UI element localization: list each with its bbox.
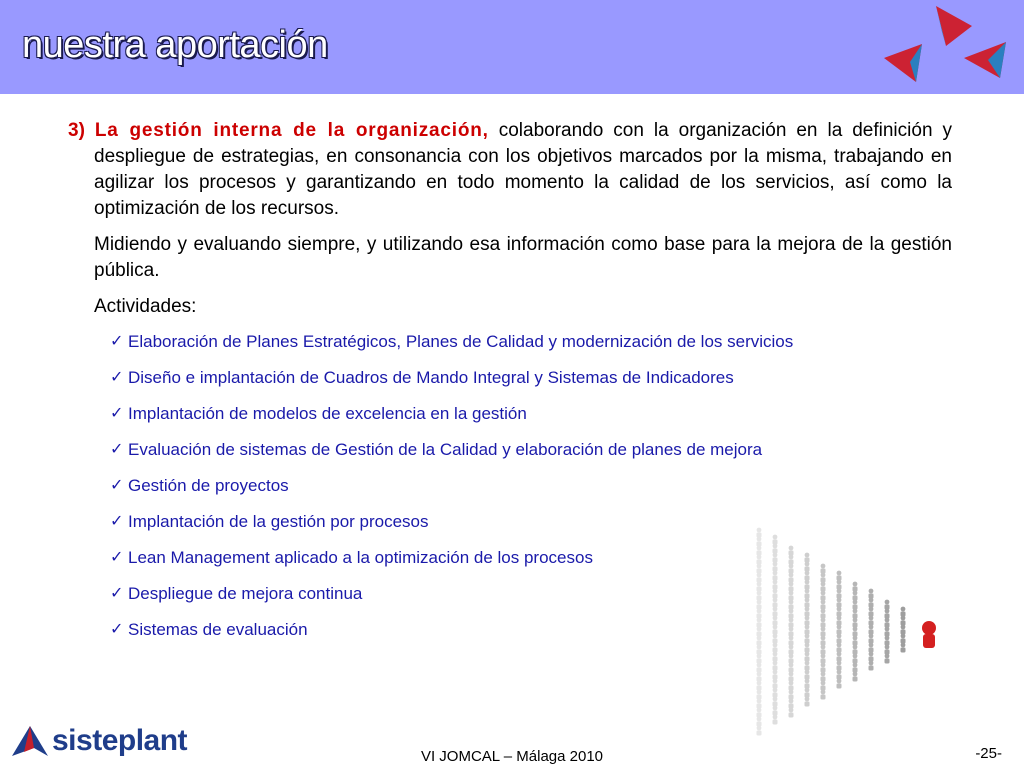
check-mark-icon: ✓ [110,405,124,422]
item-number: 3) [68,120,85,141]
activity-text: Diseño e implantación de Cuadros de Mando Integral y Sistemas de Indicadores [128,368,734,387]
check-mark-icon: ✓ [110,369,124,386]
page-number: -25- [975,745,1002,762]
activity-item [110,402,952,426]
check-mark-icon: ✓ [110,549,124,566]
paragraph-2: Midiendo y evaluando siempre, y utilizando esa información como base para la mejora de la gestión pública. [94,234,952,281]
footer-event-text: VI JOMCAL – Málaga 2010 [420,748,604,765]
logo-text: sisteplant [52,724,188,757]
activity-text: Elaboración de Planes Estratégicos, Planes de Calidad y modernización de los servicios [128,332,794,351]
arrow-of-figures-illustration [745,500,985,740]
activity-text: Sistemas de evaluación [128,620,308,639]
activity-item [110,438,952,462]
red-leader-figure [922,621,936,635]
check-mark-icon: ✓ [110,621,124,638]
activity-text: Implantación de la gestión por procesos [128,512,429,531]
lead-text: La gestión interna de la organización, [94,120,489,141]
activity-text: Gestión de proyectos [128,476,289,495]
activities-title: Actividades: [94,296,197,317]
triangle-arrows-icon [876,4,1016,90]
activity-text: Evaluación de sistemas de Gestión de la Calidad y elaboración de planes de mejora [128,440,763,459]
activity-text: Lean Management aplicado a la optimización de los procesos [128,548,593,567]
check-mark-icon: ✓ [110,513,124,530]
activity-item [110,474,952,498]
activity-item [110,330,952,354]
check-mark-icon: ✓ [110,441,124,458]
check-mark-icon: ✓ [110,333,124,350]
paragraph-gestion-interna [68,118,952,222]
activity-item [110,366,952,390]
activity-text: Despliegue de mejora continua [128,584,363,603]
page-title: nuestra aportación [22,24,328,66]
activity-text: Implantación de modelos de excelencia en la gestión [128,404,527,423]
check-mark-icon: ✓ [110,585,124,602]
paragraph-1-text: colaborando con la organización en la definición y despliegue de estrategias, en consonancia con los objetivos marcados por la misma, trabajando en agilizar los procesos y garantizando en todo momento la calidad de los servicios, así como la optimización de los recursos. [94,120,952,219]
check-mark-icon: ✓ [110,477,124,494]
header-bar [0,0,1024,94]
